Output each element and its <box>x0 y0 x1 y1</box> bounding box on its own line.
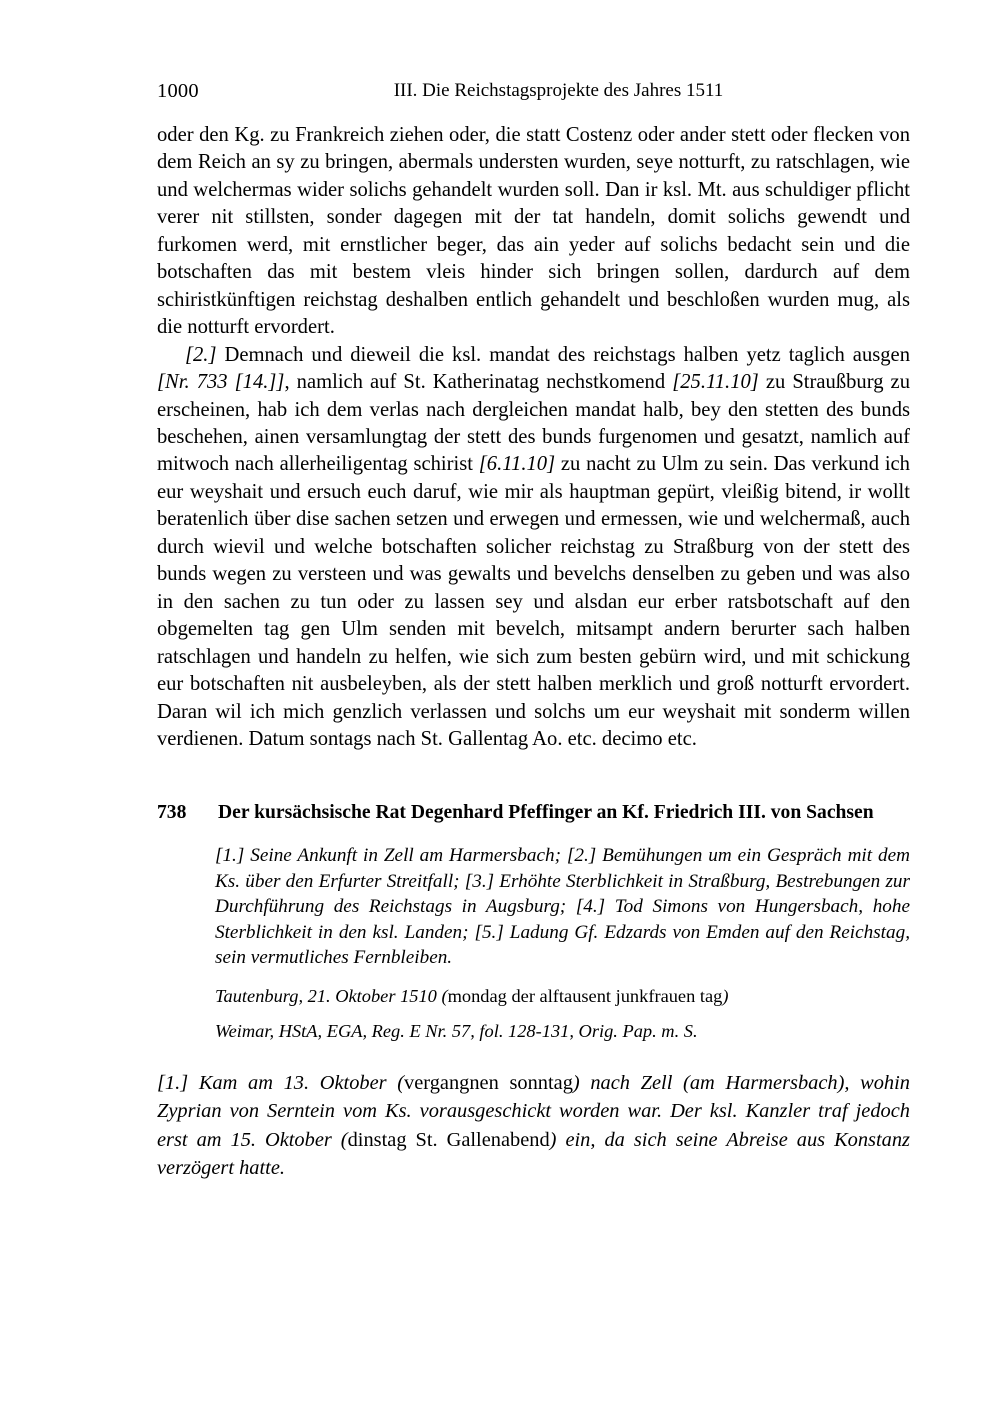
date-annotation-2: [6.11.10] <box>478 453 556 476</box>
cross-reference: [Nr. 733 [14.]] <box>157 371 285 394</box>
final-seg-3: ) ein, da sich seine Abreise aus Konstanz verzögert hatte. <box>157 1128 910 1180</box>
date-annotation-1: [25.11.10] <box>672 371 759 394</box>
document-heading <box>157 800 910 827</box>
final-quote-2: dinstag St. Gallenabend <box>347 1128 550 1151</box>
document-number: 738 <box>157 802 187 824</box>
dateline-source-date: mondag der alftausent junkfrauen tag <box>447 985 723 1006</box>
archive-reference: Weimar, HStA, EGA, Reg. E Nr. 57, fol. 128-131, Orig. Pap. m. S. <box>215 1020 698 1041</box>
page-number: 1000 <box>157 80 199 102</box>
paragraph-2-seg-3: zu Straußburg zu erscheinen, hab ich dem verlas nach dergleichen mandat halb, bey den stetten des bunds beschehen, ainen versamlungtag der stett des bunds furgenomen und gesatzt, namlich auf mitwoch nach allerheiligentag schirist <box>157 371 910 476</box>
text-body <box>157 122 910 1183</box>
paragraph-2-seg-2: , namlich auf St. Katherinatag nechstkomend <box>284 371 673 394</box>
final-paragraph <box>157 1069 910 1183</box>
document-title: Der kursächsische Rat Degenhard Pfeffinger an Kf. Friedrich III. von Sachsen <box>218 802 874 824</box>
running-head <box>157 78 910 104</box>
running-title: III. Die Reichstagsprojekte des Jahres 1511 <box>393 80 724 101</box>
final-quote-1: vergangnen sonntag <box>404 1071 573 1094</box>
paragraph-2-seg-1: Demnach und dieweil die ksl. mandat des reichstags halben yetz taglich ausgen <box>216 343 910 366</box>
section-marker-2: [2.] <box>185 343 217 366</box>
dateline <box>215 984 910 1009</box>
final-seg-1: [1.] Kam am 13. Oktober ( <box>157 1071 405 1094</box>
paragraph-continuation <box>157 122 910 342</box>
paragraph-1-text: oder den Kg. zu Frankreich ziehen oder, die statt Costenz oder ander stett oder flecken von dem Reich an sy zu bringen, abermals understen wurden, seye notturft, zu ratschlagen, wie und welchermas wider solichs gehandelt wurden soll. Dan ir ksl. Mt. aus schuldiger pflicht verer nit stillsten, sonder dagegen mit der tat handeln, domit solichs gewendt und furkomen werd, mit ernstlicher beger, das ain yeder auf solichs bedacht sein und die botschaften das mit bestem vleis hinder sich bringen sollen, dardurch auf dem schiristkünftigen reichstag deshalben entlich gehandelt und beschloßen wurden mug, als die notturft ervordert. <box>157 124 910 339</box>
dateline-place-date: Tautenburg, 21. Oktober 1510 ( <box>215 985 448 1006</box>
final-seg-2: ) nach Zell (am Harmersbach), wohin Zyprian von Serntein vom Ks. vorausgeschickt worden war. Der ksl. Kanzler traf jedoch erst am 15. Oktober ( <box>157 1071 910 1151</box>
paragraph-2 <box>157 342 910 754</box>
regest-summary: [1.] Seine Ankunft in Zell am Harmersbach; [2.] Bemühungen um ein Gespräch mit dem Ks. über den Erfurter Streitfall; [3.] Erhöhte Sterblichkeit in Straßburg, Bestrebungen zur Durchführung des Reichstags in Augsburg; [4.] Tod Simons von Hungersbach, hohe Sterblichkeit in den ksl. Landen; [5.] Ladung Gf. Edzards von Emden auf den Reichstag, sein vermutliches Fernbleiben. <box>215 844 910 969</box>
dateline-close-paren: ) <box>722 985 729 1006</box>
paragraph-2-seg-4: zu nacht zu Ulm zu sein. Das verkund ich eur weyshait und ersuch euch daruf, wie mir als hauptman gepürt, vleißig bitend, ir wollt beratenlich über dise sachen setzen und erwegen und ermessen, wie und welchermaß, auch durch wievil und welche botschaften solicher reichstag zu Straßburg von der stett des bunds wegen zu versteen und was gewalts und bevelchs denselben zu geben und was also in den sachen zu tun oder zu lassen sey und alsdan eur erber ratsbotschaft auf den obgemelten tag gen Ulm senden mit bevelch, mitsampt andern berurter sach halben ratschlagen und handeln zu helfen, wie sich zum besten gebürn wird, und mit schickung eur botschaften nit ausbeleyben, als der stett halben merklich und groß notturft ervordert. Daran wil ich mich genzlich verlassen und solchs um eur weyshait mit sonderm willen verdienen. Datum sontags nach St. Gallentag Ao. etc. decimo etc. <box>157 453 910 750</box>
